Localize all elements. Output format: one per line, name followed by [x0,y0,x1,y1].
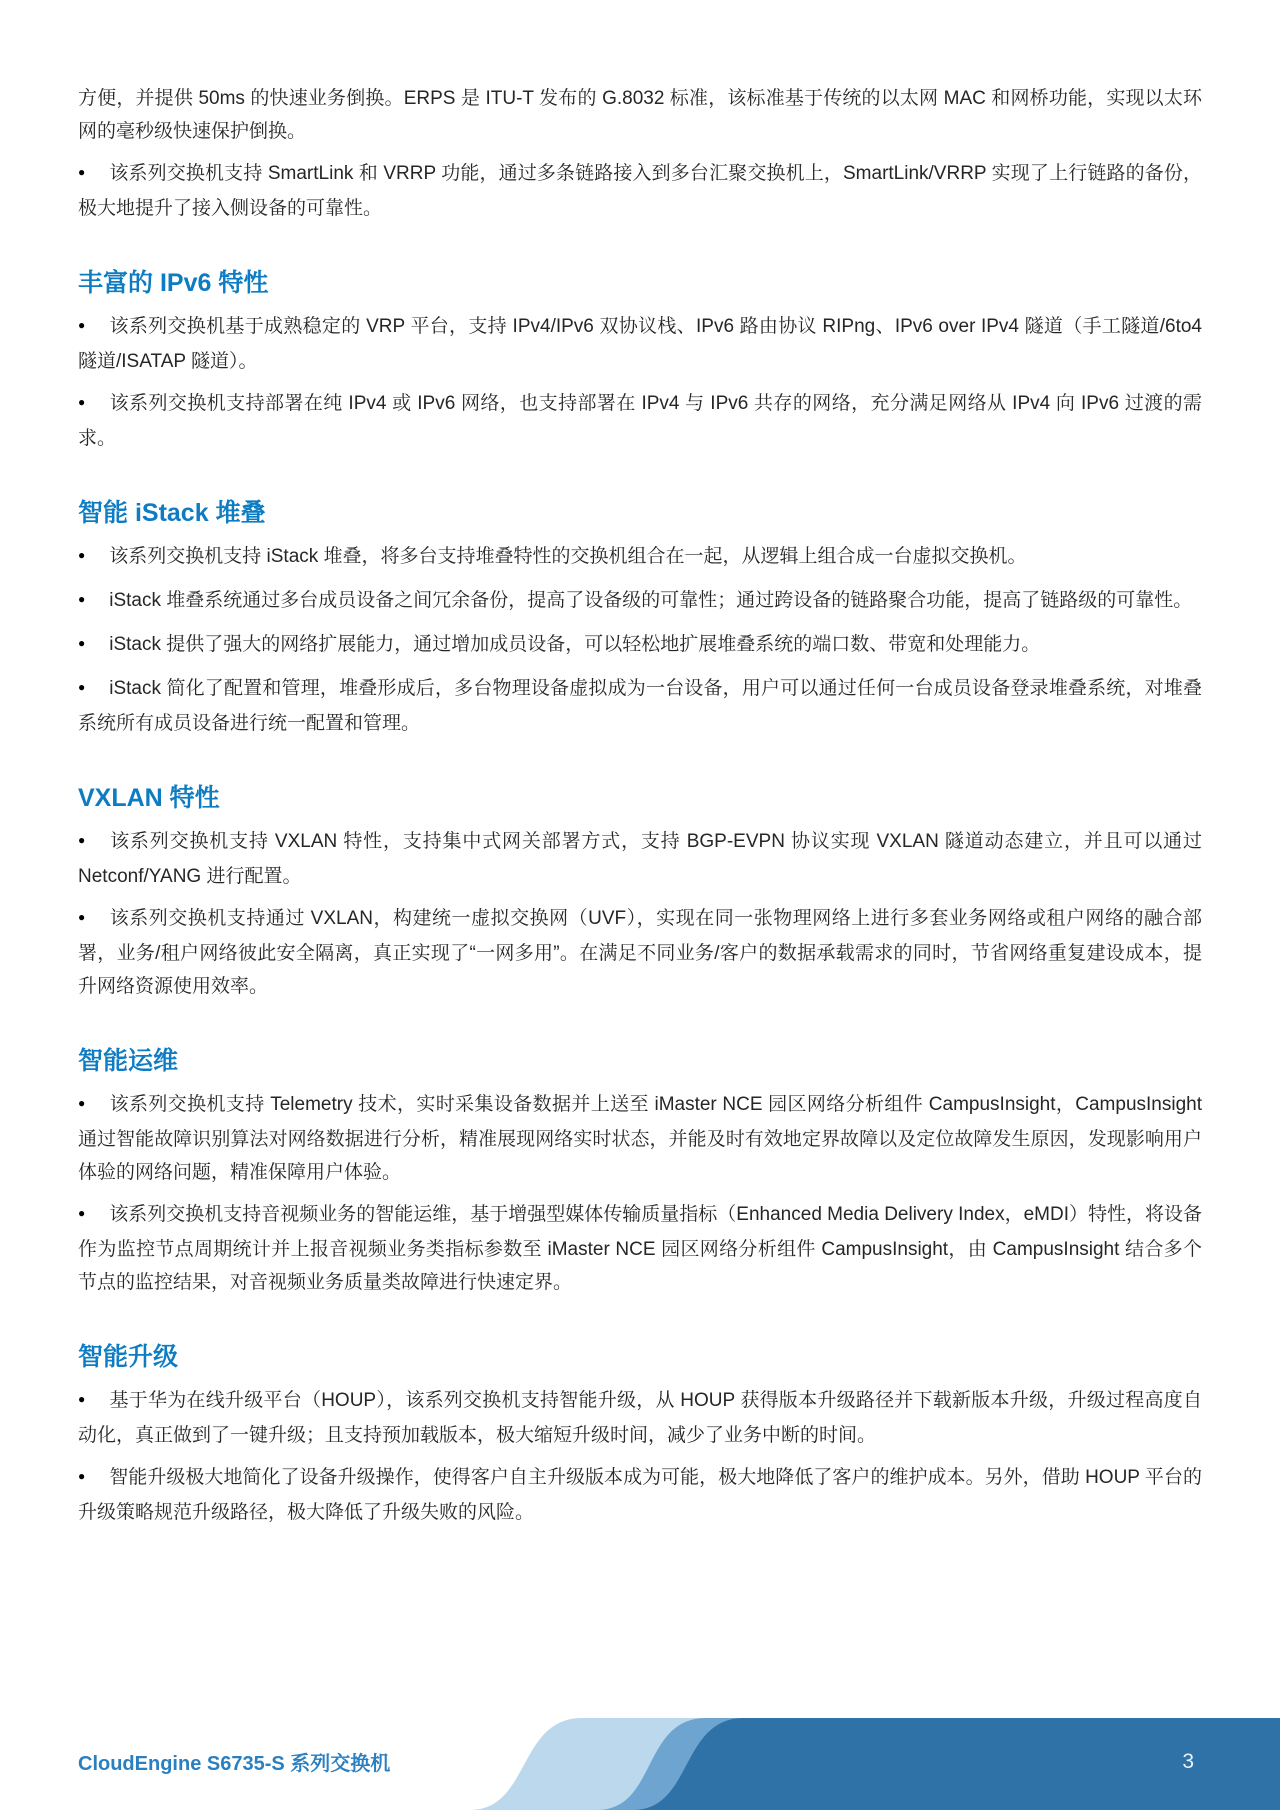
bullet-text: 基于华为在线升级平台（HOUP），该系列交换机支持智能升级，从 HOUP 获得版本升级路径并下载新版本升级，升级过程高度自动化，真正做到了一键升级；且支持预加载版本，极大缩短升级时间，减少了业务中断的时间。 [78,1390,1202,1446]
section-title-istack: 智能 iStack 堆叠 [78,499,266,527]
bullet-item-smartlink [78,157,1202,225]
bullet-item [78,584,1202,619]
bullet-text: 该系列交换机支持部署在纯 IPv4 或 IPv6 网络，也支持部署在 IPv4 与 IPv6 共存的网络，充分满足网络从 IPv4 向 IPv6 过渡的需求。 [78,393,1202,449]
bullet-item [78,902,1202,1003]
bullet-text: iStack 提供了强大的网络扩展能力，通过增加成员设备，可以轻松地扩展堆叠系统的端口数、带宽和处理能力。 [109,634,1041,655]
bullet-item [78,310,1202,378]
bullet-icon: ● [78,1469,86,1483]
section-title-vxlan: VXLAN 特性 [78,784,220,812]
bullet-text: 该系列交换机支持 iStack 堆叠，将多台支持堆叠特性的交换机组合在一起，从逻辑上组合成一台虚拟交换机。 [109,546,1027,567]
footer-wave-graphic [430,1680,1280,1810]
bullet-icon: ● [78,1206,86,1220]
footer-product-name: CloudEngine S6735-S 系列交换机 [78,1753,391,1775]
bullet-icon: ● [78,395,86,409]
bullet-item [78,1461,1202,1529]
bullet-icon: ● [78,318,86,332]
bullet-icon: ● [78,1392,86,1406]
bullet-item [78,825,1202,893]
bullet-text: 该系列交换机支持 Telemetry 技术，实时采集设备数据并上送至 iMaster NCE 园区网络分析组件 CampusInsight，CampusInsight 通过智能故障识别算法对网络数据进行分析，精准展现网络实时状态，并能及时有效地定界故障以及定位故障发生原因，发现影响用户体验的网络问题，精准保障用户体验。 [78,1094,1202,1183]
page-number: 3 [1182,1750,1194,1773]
paragraph-erps-continuation: 方便，并提供 50ms 的快速业务倒换。ERPS 是 ITU-T 发布的 G.8032 标准，该标准基于传统的以太网 MAC 和网桥功能，实现以太环网的毫秒级快速保护倒换。 [78,88,1202,142]
bullet-item [78,1198,1202,1299]
page-footer [0,1680,1280,1810]
bullet-item [78,540,1202,575]
bullet-icon: ● [78,592,86,606]
section-title-intelligent-upgrade: 智能升级 [78,1343,179,1371]
bullet-text: 智能升级极大地简化了设备升级操作，使得客户自主升级版本成为可能，极大地降低了客户的维护成本。另外，借助 HOUP 平台的升级策略规范升级路径，极大降低了升级失败的风险。 [78,1467,1202,1523]
section-title-ipv6: 丰富的 IPv6 特性 [78,269,269,297]
bullet-icon: ● [78,910,86,924]
bullet-text: iStack 堆叠系统通过多台成员设备之间冗余备份，提高了设备级的可靠性；通过跨设备的链路聚合功能，提高了链路级的可靠性。 [109,590,1193,611]
bullet-icon: ● [78,636,86,650]
bullet-item [78,1088,1202,1189]
bullet-icon: ● [78,680,86,694]
bullet-icon: ● [78,1096,86,1110]
bullet-item [78,1384,1202,1452]
bullet-icon: ● [78,548,86,562]
bullet-text: iStack 简化了配置和管理，堆叠形成后，多台物理设备虚拟成为一台设备，用户可以通过任何一台成员设备登录堆叠系统，对堆叠系统所有成员设备进行统一配置和管理。 [78,678,1202,734]
bullet-text: 该系列交换机基于成熟稳定的 VRP 平台，支持 IPv4/IPv6 双协议栈、IPv6 路由协议 RIPng、IPv6 over IPv4 隧道（手工隧道/6to4 隧道/ISATAP 隧道）。 [78,316,1202,372]
bullet-text: 该系列交换机支持 VXLAN 特性，支持集中式网关部署方式，支持 BGP-EVPN 协议实现 VXLAN 隧道动态建立，并且可以通过 Netconf/YANG 进行配置。 [78,831,1202,887]
section-title-intelligent-om: 智能运维 [78,1047,179,1075]
bullet-text: 该系列交换机支持通过 VXLAN，构建统一虚拟交换网（UVF），实现在同一张物理网络上进行多套业务网络或租户网络的融合部署，业务/租户网络彼此安全隔离，真正实现了“一网多用”。在满足不同业务/客户的数据承载需求的同时，节省网络重复建设成本，提升网络资源使用效率。 [78,908,1202,997]
bullet-item [78,672,1202,740]
bullet-text: 该系列交换机支持 SmartLink 和 VRRP 功能，通过多条链路接入到多台汇聚交换机上，SmartLink/VRRP 实现了上行链路的备份，极大地提升了接入侧设备的可靠性。 [78,163,1202,219]
document-body [78,82,1202,1529]
bullet-item [78,628,1202,663]
bullet-item [78,387,1202,455]
bullet-icon: ● [78,833,86,847]
bullet-icon: ● [78,165,86,179]
bullet-text: 该系列交换机支持音视频业务的智能运维，基于增强型媒体传输质量指标（Enhanced Media Delivery Index，eMDI）特性，将设备作为监控节点周期统计并上报音视频业务类指标参数至 iMaster NCE 园区网络分析组件 CampusInsight，由 CampusInsight 结合多个节点的监控结果，对音视频业务质量类故障进行快速定界。 [78,1204,1202,1293]
